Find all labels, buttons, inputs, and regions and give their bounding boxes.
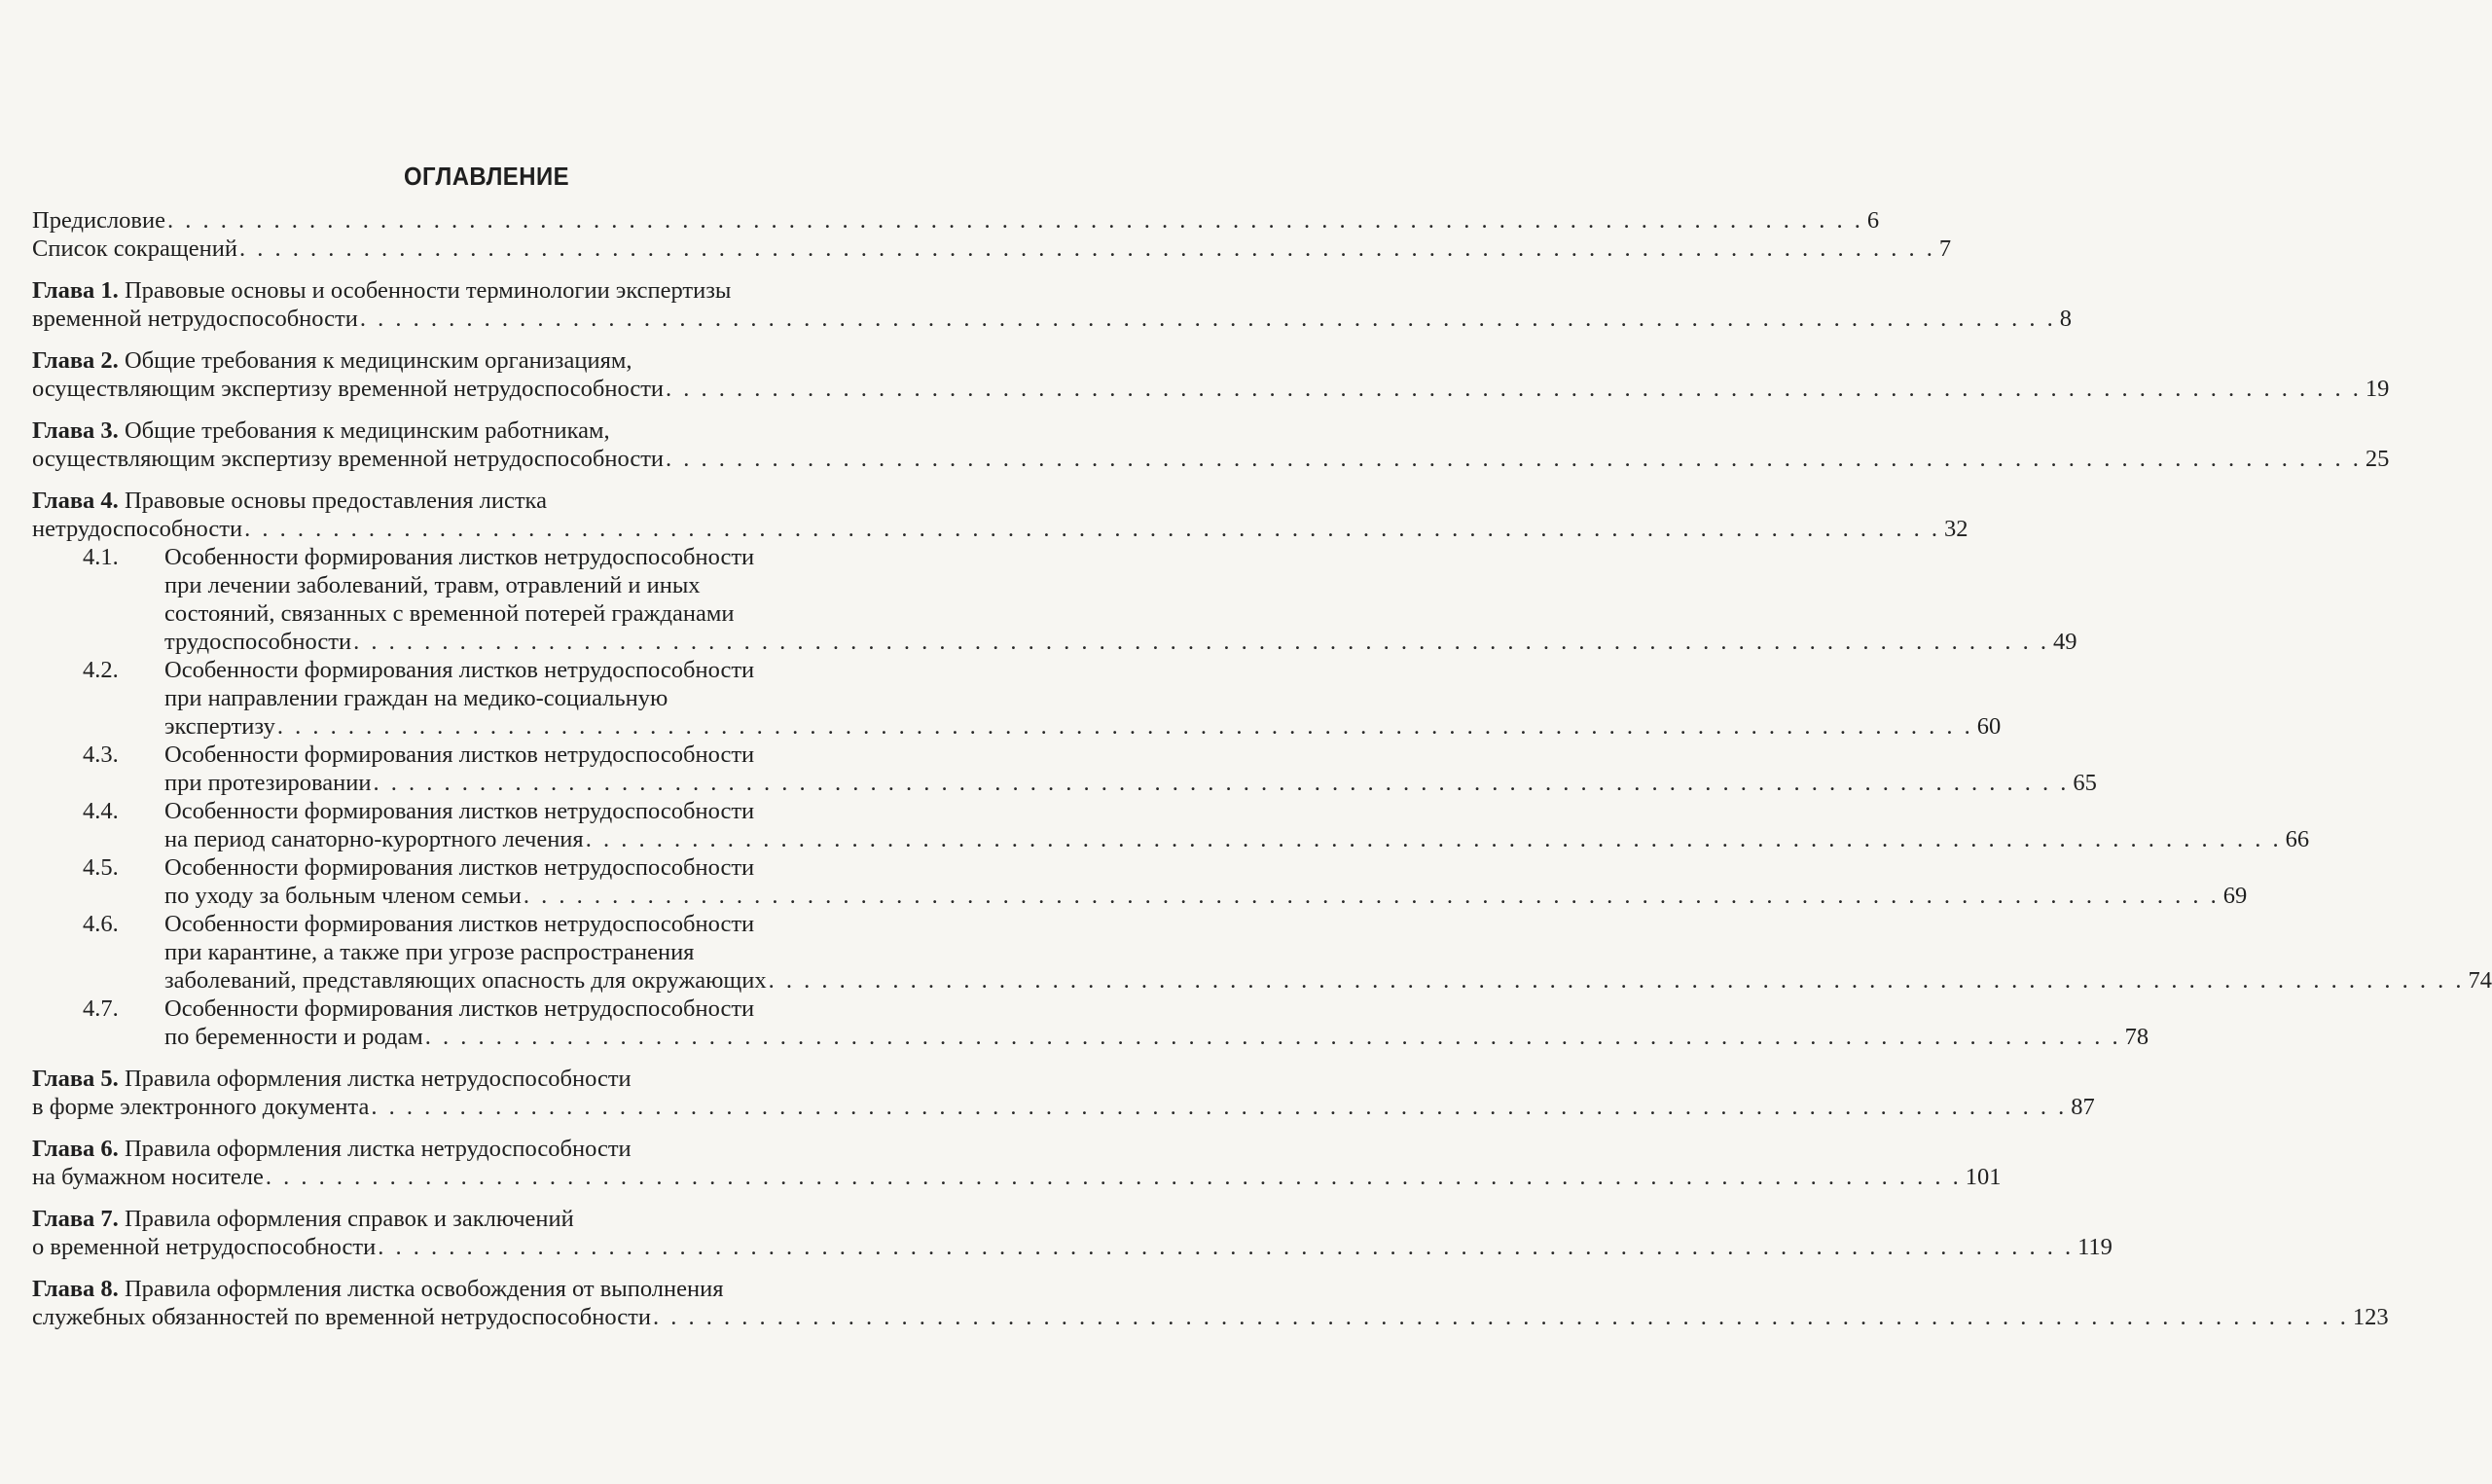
toc-entry[interactable] xyxy=(32,1065,2095,1121)
toc-entry-text xyxy=(164,741,2097,797)
toc-entry-text xyxy=(164,656,2002,741)
chapter-label: Глава 5. xyxy=(32,1066,119,1092)
toc-entry-text xyxy=(164,543,2077,656)
page-number: 78 xyxy=(2124,1024,2149,1050)
toc-entry-line xyxy=(164,910,875,938)
toc-entry-line xyxy=(164,938,875,966)
toc-entry-last-line xyxy=(32,375,2390,403)
page-number: 123 xyxy=(2352,1304,2389,1330)
toc-title: ОГЛАВЛЕНИЕ xyxy=(403,162,570,191)
toc-entry-title-line: Особенности формирования листков нетрудоспособности xyxy=(164,798,755,824)
toc-entry-text xyxy=(32,346,2390,403)
page-number: 60 xyxy=(1976,713,2002,740)
toc-entry-row xyxy=(83,797,2310,853)
page-number: 66 xyxy=(2285,826,2310,852)
toc-entry-title-end xyxy=(164,966,767,995)
toc-entry-row xyxy=(32,206,1880,235)
toc-entry-title-line: Общие требования к медицинским организациям, xyxy=(124,347,632,374)
toc-entry-text xyxy=(164,797,2310,853)
chapter-label: Глава 6. xyxy=(32,1136,119,1162)
toc-entry-last-line xyxy=(32,305,2072,333)
toc-entry-last-line xyxy=(164,882,2248,910)
dot-leader: . . . . . . . . . . . . . . . . . . . . . . . . . . . . . . . . . . . . . . . . . . . . . . . . . . . . . . . . . . . . . . . . . . . . . . . . . . . . . . . . . . . . . . . . . . . . . . . . xyxy=(666,376,2362,402)
dot-leader: . . . . . . . . . . . . . . . . . . . . . . . . . . . . . . . . . . . . . . . . . . . . . . . . . . . . . . . . . . . . . . . . . . . . . . . . . . . . . . . . . . . . . . . . . . . . . . . . xyxy=(238,235,1935,262)
toc-entry-row xyxy=(32,346,2390,403)
toc-entry-title-line: при протезировании xyxy=(164,770,372,796)
toc-entry-title-line: Особенности формирования листков нетрудоспособности xyxy=(164,742,755,768)
toc-entry-last-line xyxy=(164,769,2097,797)
toc-entry-row xyxy=(83,910,2492,995)
dot-leader: . . . . . . . . . . . . . . . . . . . . . . . . . . . . . . . . . . . . . . . . . . . . . . . . . . . . . . . . . . . . . . . . . . . . . . . . . . . . . . . . . . . . . . . . . . . . . . . . xyxy=(373,770,2070,796)
page-number: 25 xyxy=(2365,446,2390,472)
toc-entry-text xyxy=(32,1205,2113,1261)
toc-entry-title-end xyxy=(164,825,584,853)
toc-entry-line xyxy=(32,276,875,305)
toc-entry-last-line xyxy=(32,206,1880,235)
toc-entry-title-line: по уходу за больным членом семьи xyxy=(164,883,522,909)
toc-entry[interactable] xyxy=(83,543,2077,656)
toc-entry-title-end xyxy=(164,712,275,741)
toc-entry-title-line: Правила оформления листка нетрудоспособности xyxy=(124,1066,632,1092)
toc-entry[interactable] xyxy=(83,995,2149,1051)
toc-entry-title-end xyxy=(164,882,522,910)
dot-leader: . . . . . . . . . . . . . . . . . . . . . . . . . . . . . . . . . . . . . . . . . . . . . . . . . . . . . . . . . . . . . . . . . . . . . . . . . . . . . . . . . . . . . . . . . . . . . . . . xyxy=(276,713,1973,740)
toc-entry-text xyxy=(164,995,2149,1051)
section-number: 4.6. xyxy=(83,911,119,937)
toc-entry-title-line: заболеваний, представляющих опасность для окружающих xyxy=(164,967,767,994)
toc-entry-title-end xyxy=(32,515,242,543)
toc-entry-title-line: экспертизу xyxy=(164,713,275,740)
toc-entry-last-line xyxy=(32,235,1952,263)
toc-entry-title-line: Правила оформления листка освобождения от выполнения xyxy=(124,1276,724,1302)
toc-entry-row xyxy=(83,656,2002,741)
dot-leader: . . . . . . . . . . . . . . . . . . . . . . . . . . . . . . . . . . . . . . . . . . . . . . . . . . . . . . . . . . . . . . . . . . . . . . . . . . . . . . . . . . . . . . . . . . . . . . . . xyxy=(424,1024,2121,1050)
toc-entry[interactable] xyxy=(32,346,2390,403)
page-number: 8 xyxy=(2059,306,2072,332)
toc-entry-last-line xyxy=(32,445,2390,473)
toc-entry[interactable] xyxy=(32,1205,2113,1261)
toc-entry-title-end xyxy=(164,1023,423,1051)
toc-entry[interactable] xyxy=(32,487,1968,543)
toc-entry-title-end xyxy=(32,1233,376,1261)
toc-entry-title-line: осуществляющим экспертизу временной нетрудоспособности xyxy=(32,446,665,472)
toc-entry-title-line: временной нетрудоспособности xyxy=(32,306,358,332)
toc-entry-row xyxy=(83,995,2149,1051)
page-number: 69 xyxy=(2222,883,2248,909)
toc-entry-title-line: Список сокращений xyxy=(32,235,237,262)
toc-entry-row xyxy=(32,1135,2002,1191)
toc-entry[interactable] xyxy=(32,1275,2389,1331)
chapter-label: Глава 4. xyxy=(32,488,119,514)
toc-entry[interactable] xyxy=(32,235,1952,263)
toc-entry-line xyxy=(32,416,875,445)
toc-entry-last-line xyxy=(164,712,2002,741)
page-number: 49 xyxy=(2052,629,2077,655)
section-number: 4.4. xyxy=(83,798,119,824)
toc-entry-last-line xyxy=(164,825,2310,853)
toc-entry[interactable] xyxy=(83,741,2097,797)
toc-entry-title-line: при лечении заболеваний, травм, отравлений и иных xyxy=(164,572,701,598)
toc-entry-line xyxy=(164,853,875,882)
toc-entry-title-end xyxy=(32,1093,369,1121)
dot-leader: . . . . . . . . . . . . . . . . . . . . . . . . . . . . . . . . . . . . . . . . . . . . . . . . . . . . . . . . . . . . . . . . . . . . . . . . . . . . . . . . . . . . . . . . . . . . . . . . xyxy=(652,1304,2349,1330)
toc-entry-title-line: состояний, связанных с временной потерей гражданами xyxy=(164,600,735,627)
toc-entry-text xyxy=(32,206,1880,235)
toc-entry-line xyxy=(32,346,875,375)
toc-entry-row xyxy=(83,741,2097,797)
toc-entry-row xyxy=(32,276,2072,333)
section-number: 4.7. xyxy=(83,995,119,1022)
toc-entry-title-end xyxy=(32,1163,264,1191)
toc-entry-title-line: Предисловие xyxy=(32,207,165,234)
toc-entry-line xyxy=(164,543,875,571)
toc-entry-text xyxy=(32,235,1952,263)
toc-entry-line xyxy=(32,1065,875,1093)
table-of-contents xyxy=(32,206,2492,1331)
toc-entry-text xyxy=(164,910,2492,995)
toc-entry-row xyxy=(83,853,2248,910)
dot-leader: . . . . . . . . . . . . . . . . . . . . . . . . . . . . . . . . . . . . . . . . . . . . . . . . . . . . . . . . . . . . . . . . . . . . . . . . . . . . . . . . . . . . . . . . . . . . . . . . xyxy=(359,306,2056,332)
chapter-label: Глава 8. xyxy=(32,1276,119,1302)
toc-entry[interactable] xyxy=(83,853,2248,910)
toc-entry[interactable] xyxy=(83,910,2492,995)
toc-entry-last-line xyxy=(32,515,1968,543)
chapter-label: Глава 3. xyxy=(32,417,119,444)
dot-leader: . . . . . . . . . . . . . . . . . . . . . . . . . . . . . . . . . . . . . . . . . . . . . . . . . . . . . . . . . . . . . . . . . . . . . . . . . . . . . . . . . . . . . . . . . . . . . . . . xyxy=(371,1094,2068,1120)
toc-entry-line xyxy=(164,797,875,825)
page-number: 119 xyxy=(2077,1234,2113,1260)
toc-entry-row xyxy=(32,1275,2389,1331)
toc-entry-title-line: о временной нетрудоспособности xyxy=(32,1234,377,1260)
toc-entry-last-line xyxy=(164,1023,2149,1051)
page-number: 6 xyxy=(1866,207,1880,234)
toc-entry-title-line: на период санаторно-курортного лечения xyxy=(164,826,584,852)
toc-entry-last-line xyxy=(164,966,2492,995)
toc-entry-title-line: Особенности формирования листков нетрудоспособности xyxy=(164,995,755,1022)
toc-entry[interactable] xyxy=(32,206,1880,235)
toc-entry-row xyxy=(32,235,1952,263)
toc-entry-line xyxy=(164,656,875,684)
dot-leader: . . . . . . . . . . . . . . . . . . . . . . . . . . . . . . . . . . . . . . . . . . . . . . . . . . . . . . . . . . . . . . . . . . . . . . . . . . . . . . . . . . . . . . . . . . . . . . . . xyxy=(378,1234,2075,1260)
dot-leader: . . . . . . . . . . . . . . . . . . . . . . . . . . . . . . . . . . . . . . . . . . . . . . . . . . . . . . . . . . . . . . . . . . . . . . . . . . . . . . . . . . . . . . . . . . . . . . . . xyxy=(523,883,2220,909)
toc-entry-title-line: Особенности формирования листков нетрудоспособности xyxy=(164,657,755,683)
toc-entry-title-line: Правовые основы предоставления листка xyxy=(124,488,547,514)
toc-entry-title-line: Особенности формирования листков нетрудоспособности xyxy=(164,544,755,570)
toc-entry-row xyxy=(83,543,2077,656)
toc-entry-text xyxy=(32,1135,2002,1191)
chapter-label: Глава 7. xyxy=(32,1206,119,1232)
toc-entry-title-line: Правила оформления справок и заключений xyxy=(124,1206,574,1232)
section-number: 4.3. xyxy=(83,742,119,768)
toc-entry-title-line: Правовые основы и особенности терминологии экспертизы xyxy=(124,277,732,304)
toc-entry-line xyxy=(164,571,875,599)
dot-leader: . . . . . . . . . . . . . . . . . . . . . . . . . . . . . . . . . . . . . . . . . . . . . . . . . . . . . . . . . . . . . . . . . . . . . . . . . . . . . . . . . . . . . . . . . . . . . . . . xyxy=(265,1164,1962,1190)
toc-entry-title-line: при карантине, а также при угрозе распространения xyxy=(164,939,695,965)
toc-entry-title-end xyxy=(32,235,237,263)
dot-leader: . . . . . . . . . . . . . . . . . . . . . . . . . . . . . . . . . . . . . . . . . . . . . . . . . . . . . . . . . . . . . . . . . . . . . . . . . . . . . . . . . . . . . . . . . . . . . . . . xyxy=(666,446,2362,472)
toc-entry-line xyxy=(164,684,875,712)
toc-entry-line xyxy=(32,1205,875,1233)
toc-entry-title-end xyxy=(32,1303,651,1331)
chapter-label: Глава 1. xyxy=(32,277,119,304)
toc-entry-row xyxy=(32,416,2390,473)
toc-entry-title-line: служебных обязанностей по временной нетрудоспособности xyxy=(32,1304,651,1330)
toc-entry-last-line xyxy=(32,1233,2113,1261)
toc-entry-line xyxy=(32,1275,875,1303)
toc-entry-title-line: по беременности и родам xyxy=(164,1024,423,1050)
toc-entry-line xyxy=(164,599,875,628)
toc-entry-text xyxy=(32,276,2072,333)
page-number: 65 xyxy=(2073,770,2097,796)
toc-entry-row xyxy=(32,487,1968,543)
toc-entry-title-line: нетрудоспособности xyxy=(32,516,243,542)
toc-entry-title-end xyxy=(32,206,165,235)
toc-entry-title-line: трудоспособности xyxy=(164,629,352,655)
toc-entry-title-end xyxy=(32,445,664,473)
toc-entry-title-end xyxy=(32,375,664,403)
section-number: 4.5. xyxy=(83,854,119,881)
toc-entry-last-line xyxy=(32,1163,2002,1191)
page-number: 101 xyxy=(1965,1164,2002,1190)
page-number: 19 xyxy=(2365,376,2390,402)
toc-entry-last-line xyxy=(32,1093,2095,1121)
toc-entry-title-line: на бумажном носителе xyxy=(32,1164,264,1190)
toc-entry-text xyxy=(32,416,2390,473)
toc-entry-text xyxy=(32,1065,2095,1121)
toc-entry-title-line: Особенности формирования листков нетрудоспособности xyxy=(164,854,755,881)
toc-entry[interactable] xyxy=(32,416,2390,473)
toc-entry-row xyxy=(32,1205,2113,1261)
toc-entry-line xyxy=(164,741,875,769)
toc-entry-title-line: Общие требования к медицинским работникам, xyxy=(124,417,610,444)
page-number: 74 xyxy=(2468,967,2492,994)
toc-entry-title-end xyxy=(164,628,351,656)
toc-entry-title-line: Правила оформления листка нетрудоспособности xyxy=(124,1136,632,1162)
page-number: 7 xyxy=(1938,235,1952,262)
chapter-label: Глава 2. xyxy=(32,347,119,374)
dot-leader: . . . . . . . . . . . . . . . . . . . . . . . . . . . . . . . . . . . . . . . . . . . . . . . . . . . . . . . . . . . . . . . . . . . . . . . . . . . . . . . . . . . . . . . . . . . . . . . . xyxy=(353,629,2049,655)
page-number: 87 xyxy=(2071,1094,2095,1120)
toc-entry-text xyxy=(32,1275,2389,1331)
toc-entry-line xyxy=(32,487,875,515)
toc-entry[interactable] xyxy=(32,276,2072,333)
toc-entry-line xyxy=(32,1135,875,1163)
section-number: 4.1. xyxy=(83,544,119,570)
toc-entry-title-line: при направлении граждан на медико-социальную xyxy=(164,685,668,711)
toc-entry-row xyxy=(32,1065,2095,1121)
toc-entry-title-end xyxy=(32,305,358,333)
dot-leader: . . . . . . . . . . . . . . . . . . . . . . . . . . . . . . . . . . . . . . . . . . . . . . . . . . . . . . . . . . . . . . . . . . . . . . . . . . . . . . . . . . . . . . . . . . . . . . . . xyxy=(768,967,2465,994)
toc-entry-text xyxy=(32,487,1968,543)
toc-entry[interactable] xyxy=(83,797,2310,853)
dot-leader: . . . . . . . . . . . . . . . . . . . . . . . . . . . . . . . . . . . . . . . . . . . . . . . . . . . . . . . . . . . . . . . . . . . . . . . . . . . . . . . . . . . . . . . . . . . . . . . . xyxy=(244,516,1940,542)
toc-entry[interactable] xyxy=(32,1135,2002,1191)
dot-leader: . . . . . . . . . . . . . . . . . . . . . . . . . . . . . . . . . . . . . . . . . . . . . . . . . . . . . . . . . . . . . . . . . . . . . . . . . . . . . . . . . . . . . . . . . . . . . . . . xyxy=(166,207,1863,234)
toc-entry-title-line: в форме электронного документа xyxy=(32,1094,370,1120)
toc-entry-last-line xyxy=(32,1303,2389,1331)
toc-entry[interactable] xyxy=(83,656,2002,741)
page-number: 32 xyxy=(1943,516,1968,542)
toc-entry-last-line xyxy=(164,628,2077,656)
toc-entry-title-end xyxy=(164,769,372,797)
toc-entry-text xyxy=(164,853,2248,910)
toc-entry-line xyxy=(164,995,875,1023)
section-number: 4.2. xyxy=(83,657,119,683)
dot-leader: . . . . . . . . . . . . . . . . . . . . . . . . . . . . . . . . . . . . . . . . . . . . . . . . . . . . . . . . . . . . . . . . . . . . . . . . . . . . . . . . . . . . . . . . . . . . . . . . xyxy=(585,826,2282,852)
toc-entry-title-line: Особенности формирования листков нетрудоспособности xyxy=(164,911,755,937)
toc-entry-title-line: осуществляющим экспертизу временной нетрудоспособности xyxy=(32,376,665,402)
